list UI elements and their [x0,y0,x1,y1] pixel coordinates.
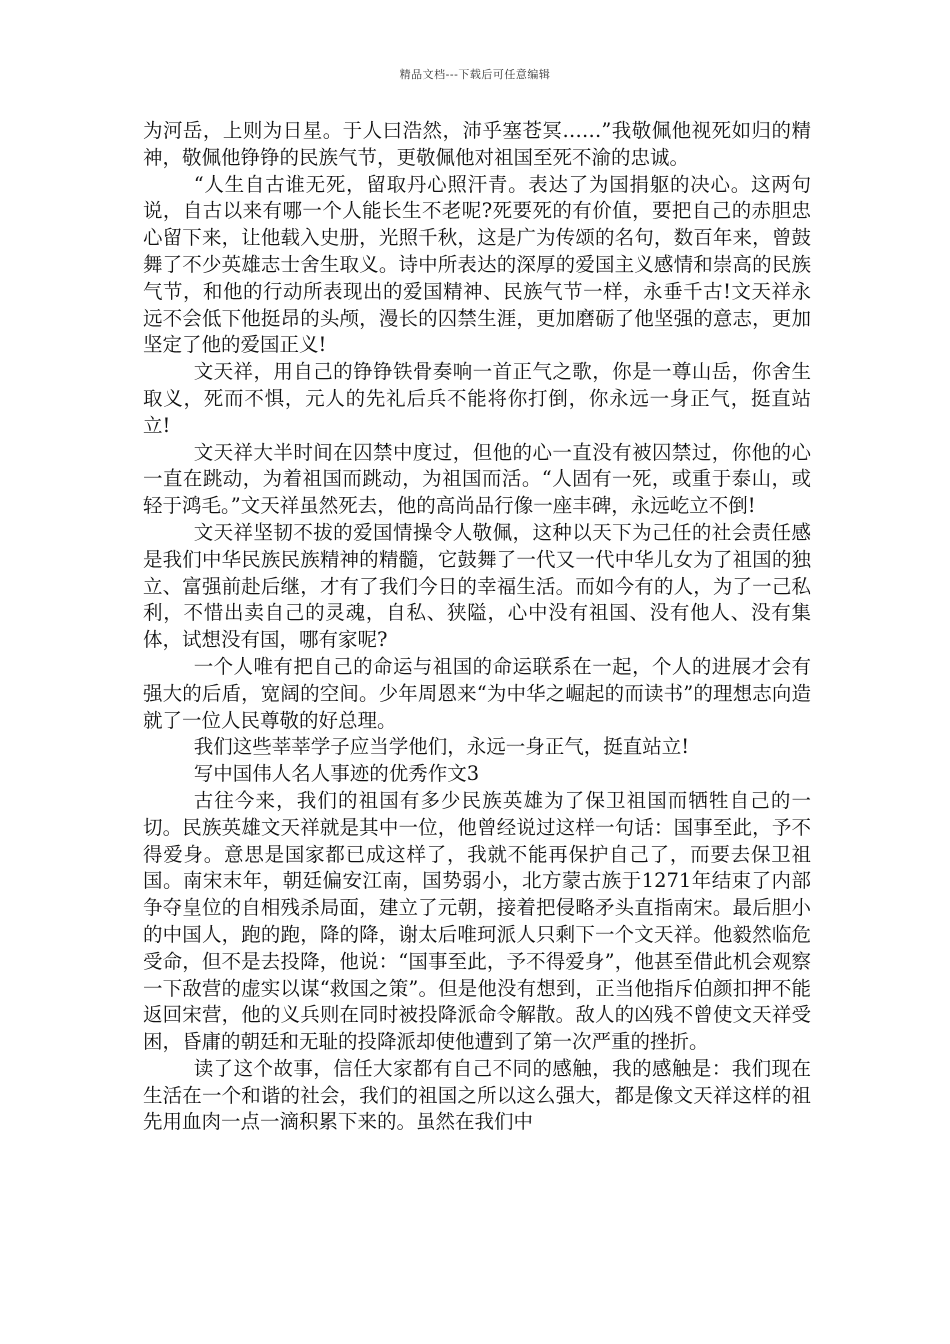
paragraph-8: 古往今来，我们的祖国有多少民族英雄为了保卫祖国而牺牲自己的一切。民族英雄文天祥就是其中一位，他曾经说过这样一句话：国事至此，予不得爱身。意思是国家都已成这样了，我就不能再保护自己了，而要去保卫祖国。南宋末年，朝廷偏安江南，国势弱小，北方蒙古族于1271年结束了内部争夺皇位的自相残杀局面，建立了元朝，接着把侵略矛头直指南宋。最后胆小的中国人，跑的跑，降的降，谢太后唯珂派人只剩下一个文天祥。他毅然临危受命，但不是去投降，他说：“国事至此，予不得爱身”，他甚至借此机会观察一下敌营的虚实以谋“救国之策”。但是他没有想到，正当他指斥伯颜扣押不能返回宋营，他的义兵则在同时被投降派命令解散。敌人的凶残不曾使文天祥受困，昏庸的朝廷和无耻的投降派却使他遭到了第一次严重的挫折。 [143,788,811,1054]
section-heading: 写中国伟人名人事迹的优秀作文3 [193,762,480,786]
paragraph-7: 我们这些莘莘学子应当学他们，永远一身正气，挺直站立! [193,735,690,759]
paragraph-5: 文天祥坚韧不拔的爱国情操令人敬佩，这种以天下为己任的社会责任感是我们中华民族民族精神的精髓，它鼓舞了一代又一代中华儿女为了祖国的独立、富强前赴后继，才有了我们今日的幸福生活。而如今有的人，为了一己私利，不惜出卖自己的灵魂，自私、狭隘，心中没有祖国、没有他人、没有集体，试想没有国，哪有家呢? [143,520,811,652]
paragraph-1: 为河岳，上则为日星。于人曰浩然，沛乎塞苍冥……”我敬佩他视死如归的精神，敬佩他铮铮的民族气节，更敬佩他对祖国至死不渝的忠诚。 [143,119,811,169]
paragraph-9: 读了这个故事，信任大家都有自己不同的感触，我的感触是：我们现在生活在一个和谐的社会，我们的祖国之所以这么强大，都是像文天祥这样的祖先用血肉一点一滴积累下来的。虽然在我们中 [143,1056,811,1134]
document-body [143,118,811,1136]
paragraph-2: “人生自古谁无死，留取丹心照汗青。表达了为国捐躯的决心。这两句说，自古以来有哪一个人能长生不老呢?死要死的有价值，要把自己的赤胆忠心留下来，让他载入史册，光照千秋，这是广为传颂的名句，数百年来，曾鼓舞了不少英雄志士舍生取义。诗中所表达的深厚的爱国主义感情和崇高的民族气节，和他的行动所表现出的爱国精神、民族气节一样，永垂千古!文天祥永远不会低下他挺昂的头颅，漫长的囚禁生涯，更加磨砺了他坚强的意志，更加坚定了他的爱国正义! [143,172,811,357]
paragraph-6: 一个人唯有把自己的命运与祖国的命运联系在一起，个人的进展才会有强大的后盾，宽阔的空间。少年周恩来“为中华之崛起的而读书”的理想志向造就了一位人民尊敬的好总理。 [143,654,811,732]
paragraph-3: 文天祥，用自己的铮铮铁骨奏响一首正气之歌，你是一尊山岳，你舍生取义，死而不惧，元人的先礼后兵不能将你打倒，你永远一身正气，挺直站立! [143,360,811,437]
paragraph-4: 文天祥大半时间在囚禁中度过，但他的心一直没有被囚禁过，你他的心一直在跳动，为着祖国而跳动，为祖国而活。“人固有一死，或重于泰山，或轻于鸿毛。”文天祥虽然死去，他的高尚品行像一座丰碑，永远屹立不倒! [143,440,811,518]
page-header: 精品文档---下载后可任意编辑 [399,68,551,81]
